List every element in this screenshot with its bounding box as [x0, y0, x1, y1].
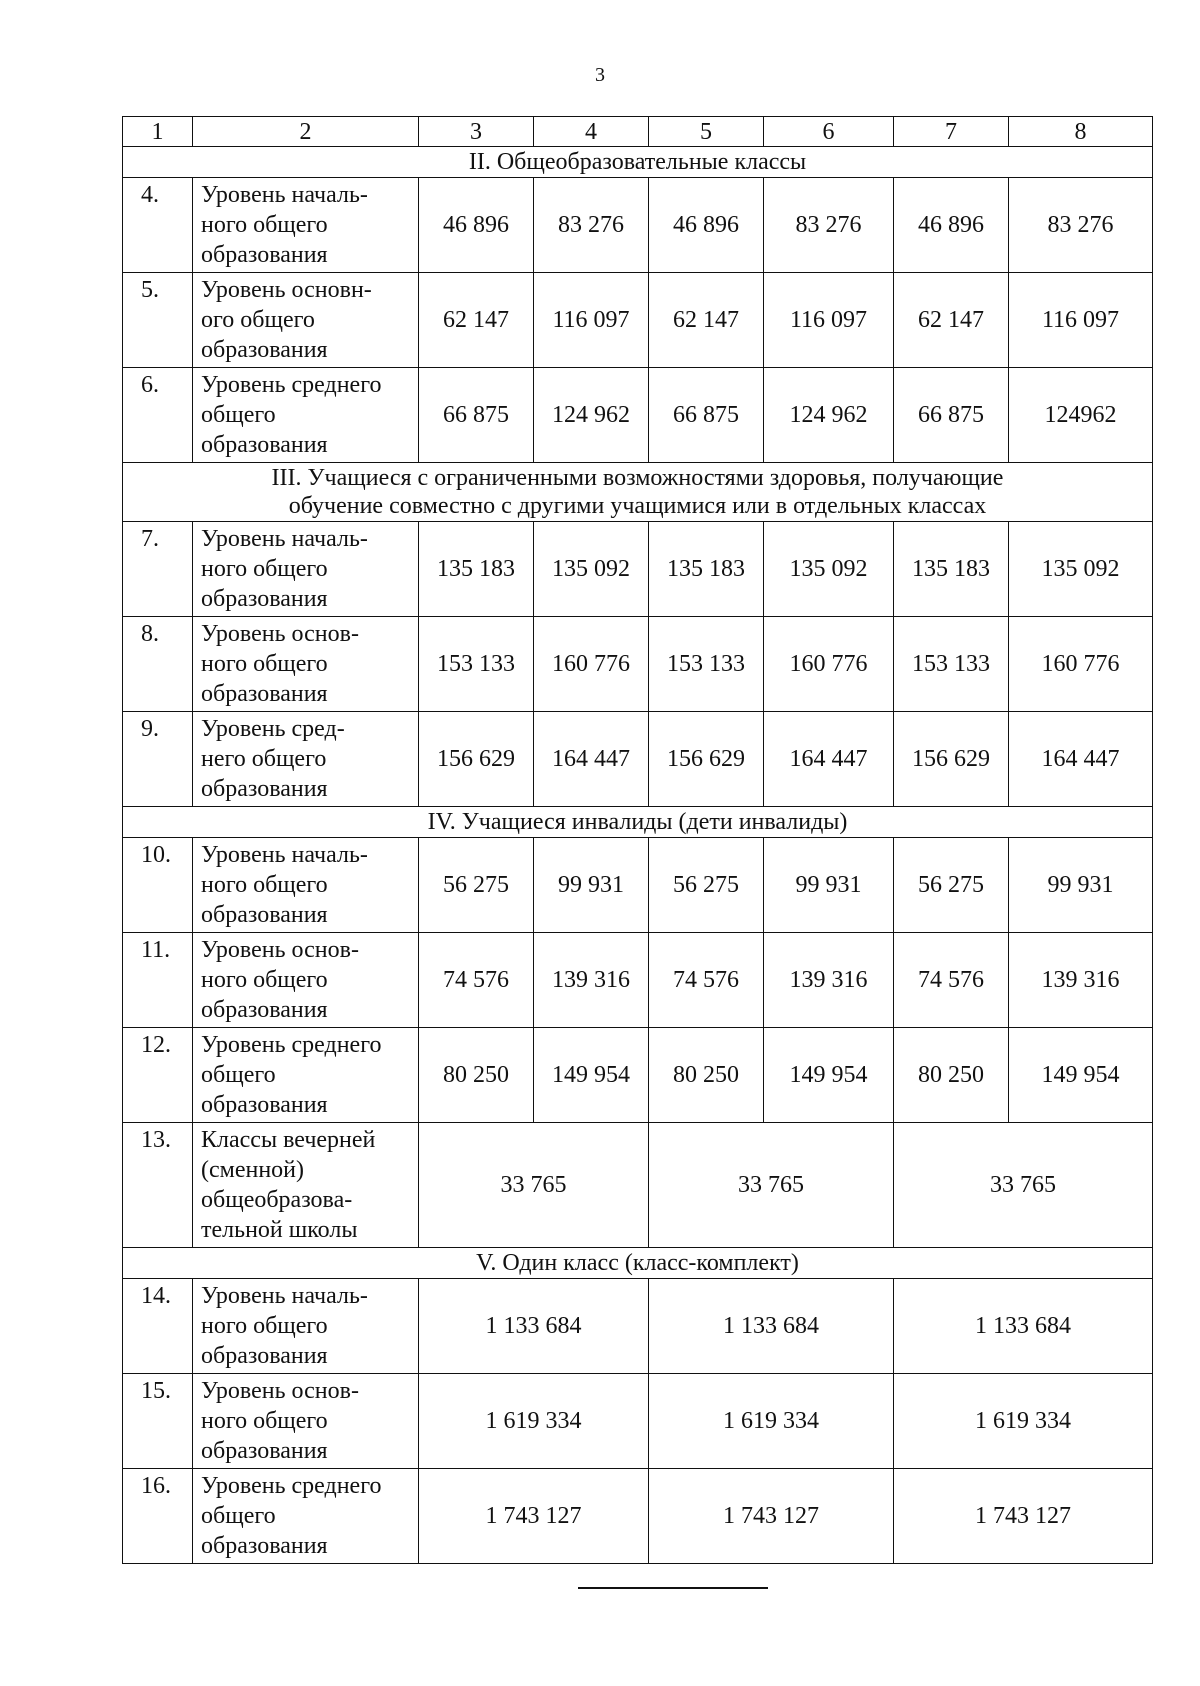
- row-label-line: образования: [201, 1343, 328, 1369]
- value-cell: 135 092: [1009, 522, 1153, 617]
- value-cell: 160 776: [534, 617, 649, 712]
- row-label: [193, 1469, 419, 1564]
- value-cell: 83 276: [764, 178, 894, 273]
- value-cell: 74 576: [419, 933, 534, 1028]
- merged-value-cell: 1 619 334: [894, 1374, 1153, 1469]
- value-cell: 66 875: [419, 368, 534, 463]
- row-label-line: образования: [201, 681, 328, 707]
- value-cell: 116 097: [764, 273, 894, 368]
- row-number: 9.: [123, 712, 193, 807]
- row-number: 5.: [123, 273, 193, 368]
- row-label-line: образования: [201, 1533, 328, 1559]
- row-number: 12.: [123, 1028, 193, 1123]
- value-cell: 83 276: [1009, 178, 1153, 273]
- value-cell: 149 954: [764, 1028, 894, 1123]
- value-cell: 156 629: [649, 712, 764, 807]
- merged-value-cell: 1 743 127: [894, 1469, 1153, 1564]
- table-row: [123, 617, 1153, 712]
- row-label-line: Уровень сред-: [201, 716, 345, 742]
- row-number: 7.: [123, 522, 193, 617]
- column-number-cell: 4: [534, 117, 649, 147]
- merged-value-cell: 1 743 127: [649, 1469, 894, 1564]
- section-heading-row: [123, 807, 1153, 838]
- table-row: [123, 1469, 1153, 1564]
- row-number: 8.: [123, 617, 193, 712]
- row-label-line: общеобразова-: [201, 1187, 353, 1213]
- merged-value-cell: 33 765: [894, 1123, 1153, 1248]
- value-cell: 56 275: [419, 838, 534, 933]
- column-number-cell: 6: [764, 117, 894, 147]
- value-cell: 62 147: [649, 273, 764, 368]
- value-cell: 164 447: [1009, 712, 1153, 807]
- row-label-line: ного общего: [201, 212, 328, 238]
- value-cell: 164 447: [534, 712, 649, 807]
- row-label-line: Уровень среднего: [201, 1032, 382, 1058]
- value-cell: 116 097: [1009, 273, 1153, 368]
- value-cell: 124962: [1009, 368, 1153, 463]
- row-label-line: общего: [201, 402, 276, 428]
- column-number-cell: 2: [193, 117, 419, 147]
- row-label-line: него общего: [201, 746, 327, 772]
- value-cell: 149 954: [534, 1028, 649, 1123]
- value-cell: 80 250: [419, 1028, 534, 1123]
- row-label-line: Классы вечерней: [201, 1127, 376, 1153]
- section-heading-row: [123, 463, 1153, 522]
- section-heading-row: [123, 147, 1153, 178]
- row-number: 11.: [123, 933, 193, 1028]
- merged-value-cell: 33 765: [419, 1123, 649, 1248]
- row-label: [193, 1279, 419, 1374]
- row-number: 13.: [123, 1123, 193, 1248]
- column-number-cell: 1: [123, 117, 193, 147]
- value-cell: 74 576: [649, 933, 764, 1028]
- column-number-cell: 8: [1009, 117, 1153, 147]
- row-label-line: Уровень началь-: [201, 842, 368, 868]
- value-cell: 139 316: [1009, 933, 1153, 1028]
- value-cell: 139 316: [534, 933, 649, 1028]
- row-label: [193, 368, 419, 463]
- value-cell: 156 629: [894, 712, 1009, 807]
- row-label-line: Уровень основ-: [201, 621, 359, 647]
- row-label-line: ного общего: [201, 967, 328, 993]
- row-label: [193, 712, 419, 807]
- value-cell: 99 931: [764, 838, 894, 933]
- table-row: [123, 1279, 1153, 1374]
- value-cell: 62 147: [419, 273, 534, 368]
- row-label-line: Уровень основн-: [201, 277, 372, 303]
- table-row: [123, 1374, 1153, 1469]
- value-cell: 46 896: [894, 178, 1009, 273]
- table-row: [123, 1028, 1153, 1123]
- row-label: [193, 273, 419, 368]
- row-label-line: образования: [201, 776, 328, 802]
- merged-value-cell: 1 133 684: [649, 1279, 894, 1374]
- row-label-line: образования: [201, 1438, 328, 1464]
- row-label-line: ного общего: [201, 651, 328, 677]
- row-number: 4.: [123, 178, 193, 273]
- row-label-line: образования: [201, 242, 328, 268]
- row-label-line: Уровень началь-: [201, 1283, 368, 1309]
- value-cell: 66 875: [649, 368, 764, 463]
- row-label-line: ного общего: [201, 1313, 328, 1339]
- row-label-line: общего: [201, 1062, 276, 1088]
- row-label-line: ного общего: [201, 872, 328, 898]
- row-label-line: ного общего: [201, 556, 328, 582]
- table-row: [123, 838, 1153, 933]
- merged-value-cell: 1 743 127: [419, 1469, 649, 1564]
- merged-value-cell: 1 619 334: [419, 1374, 649, 1469]
- value-cell: 46 896: [419, 178, 534, 273]
- value-cell: 153 133: [419, 617, 534, 712]
- row-label-line: Уровень среднего: [201, 372, 382, 398]
- row-label: [193, 838, 419, 933]
- value-cell: 99 931: [1009, 838, 1153, 933]
- value-cell: 56 275: [894, 838, 1009, 933]
- row-label-line: (сменной): [201, 1157, 305, 1183]
- row-number: 14.: [123, 1279, 193, 1374]
- value-cell: 66 875: [894, 368, 1009, 463]
- row-label-line: Уровень среднего: [201, 1473, 382, 1499]
- row-label-line: образования: [201, 586, 328, 612]
- row-label-line: Уровень основ-: [201, 1378, 359, 1404]
- row-number: 10.: [123, 838, 193, 933]
- row-label-line: образования: [201, 337, 328, 363]
- footer-rule: [578, 1587, 768, 1589]
- table-row: [123, 1123, 1153, 1248]
- row-label-line: образования: [201, 432, 328, 458]
- value-cell: 80 250: [649, 1028, 764, 1123]
- merged-value-cell: 1 619 334: [649, 1374, 894, 1469]
- row-number: 16.: [123, 1469, 193, 1564]
- row-label-line: образования: [201, 997, 328, 1023]
- table-row: [123, 712, 1153, 807]
- value-cell: 124 962: [534, 368, 649, 463]
- value-cell: 135 092: [764, 522, 894, 617]
- merged-value-cell: 1 133 684: [894, 1279, 1153, 1374]
- value-cell: 46 896: [649, 178, 764, 273]
- row-label: [193, 1374, 419, 1469]
- section-heading: III. Учащиеся с ограниченными возможностями здоровья, получающие обучение совместно с другими учащимися или в отдельных классах: [123, 463, 1153, 522]
- value-cell: 74 576: [894, 933, 1009, 1028]
- row-number: 6.: [123, 368, 193, 463]
- row-label-line: тельной школы: [201, 1217, 358, 1243]
- value-cell: 116 097: [534, 273, 649, 368]
- row-label: [193, 617, 419, 712]
- row-label-line: образования: [201, 1092, 328, 1118]
- value-cell: 149 954: [1009, 1028, 1153, 1123]
- column-number-row: [123, 117, 1153, 147]
- section-heading-row: [123, 1248, 1153, 1279]
- table-row: [123, 522, 1153, 617]
- row-label: [193, 522, 419, 617]
- page-number: 3: [595, 64, 605, 86]
- row-label-line: общего: [201, 1503, 276, 1529]
- value-cell: 160 776: [1009, 617, 1153, 712]
- row-label-line: Уровень основ-: [201, 937, 359, 963]
- row-label: [193, 933, 419, 1028]
- row-label-line: ного общего: [201, 1408, 328, 1434]
- value-cell: 135 183: [894, 522, 1009, 617]
- table-row: [123, 178, 1153, 273]
- value-cell: 153 133: [649, 617, 764, 712]
- row-label: [193, 178, 419, 273]
- value-cell: 156 629: [419, 712, 534, 807]
- section-heading: V. Один класс (класс-комплект): [123, 1248, 1153, 1279]
- value-cell: 139 316: [764, 933, 894, 1028]
- row-label: [193, 1028, 419, 1123]
- value-cell: 56 275: [649, 838, 764, 933]
- section-heading: IV. Учащиеся инвалиды (дети инвалиды): [123, 807, 1153, 838]
- funding-table: [122, 116, 1153, 1564]
- value-cell: 164 447: [764, 712, 894, 807]
- row-label-line: ого общего: [201, 307, 315, 333]
- column-number-cell: 5: [649, 117, 764, 147]
- value-cell: 135 183: [649, 522, 764, 617]
- row-number: 15.: [123, 1374, 193, 1469]
- section-heading: II. Общеобразовательные классы: [123, 147, 1153, 178]
- value-cell: 160 776: [764, 617, 894, 712]
- value-cell: 135 183: [419, 522, 534, 617]
- table-row: [123, 933, 1153, 1028]
- column-number-cell: 3: [419, 117, 534, 147]
- value-cell: 83 276: [534, 178, 649, 273]
- row-label-line: Уровень началь-: [201, 182, 368, 208]
- value-cell: 80 250: [894, 1028, 1009, 1123]
- merged-value-cell: 33 765: [649, 1123, 894, 1248]
- value-cell: 124 962: [764, 368, 894, 463]
- merged-value-cell: 1 133 684: [419, 1279, 649, 1374]
- column-number-cell: 7: [894, 117, 1009, 147]
- row-label-line: Уровень началь-: [201, 526, 368, 552]
- value-cell: 153 133: [894, 617, 1009, 712]
- value-cell: 99 931: [534, 838, 649, 933]
- row-label-line: образования: [201, 902, 328, 928]
- value-cell: 62 147: [894, 273, 1009, 368]
- table-row: [123, 273, 1153, 368]
- value-cell: 135 092: [534, 522, 649, 617]
- table-row: [123, 368, 1153, 463]
- row-label: [193, 1123, 419, 1248]
